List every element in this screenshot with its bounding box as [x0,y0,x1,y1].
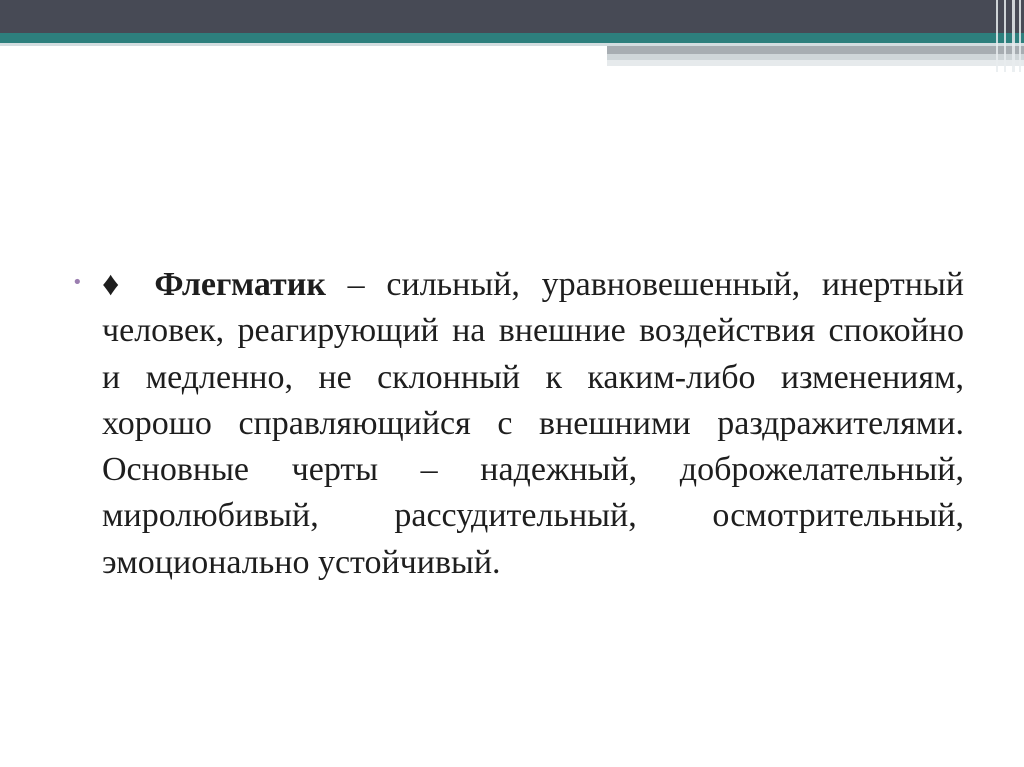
decorative-vertical-line [1019,0,1021,72]
decorative-vertical-line [1012,0,1015,72]
content-area [72,262,964,586]
diamond-icon: ♦ [102,266,133,303]
definition-text: – сильный, уравновешенный, инертный человек, реагирующий на внешние воздействия спокойно и медленно, не склонный к каким-либо изменениям, хорошо справляющийся с внешними раздражителями. Основные черты – надежный, доброжелательный, миролюбивый, рассудительный, осмотрительный, эмоционально устойчивый. [102,266,965,581]
decorative-vertical-line [996,0,998,72]
header-teal-bar [0,33,1024,43]
header-gray-stripe [607,46,1024,54]
bullet-icon: • [72,272,83,293]
decorative-vertical-line [1004,0,1006,72]
term-heading: Флегматик [154,266,326,303]
body-paragraph [102,262,964,586]
header-faint-stripe [607,60,1024,66]
header-dark-bar [0,0,1024,33]
